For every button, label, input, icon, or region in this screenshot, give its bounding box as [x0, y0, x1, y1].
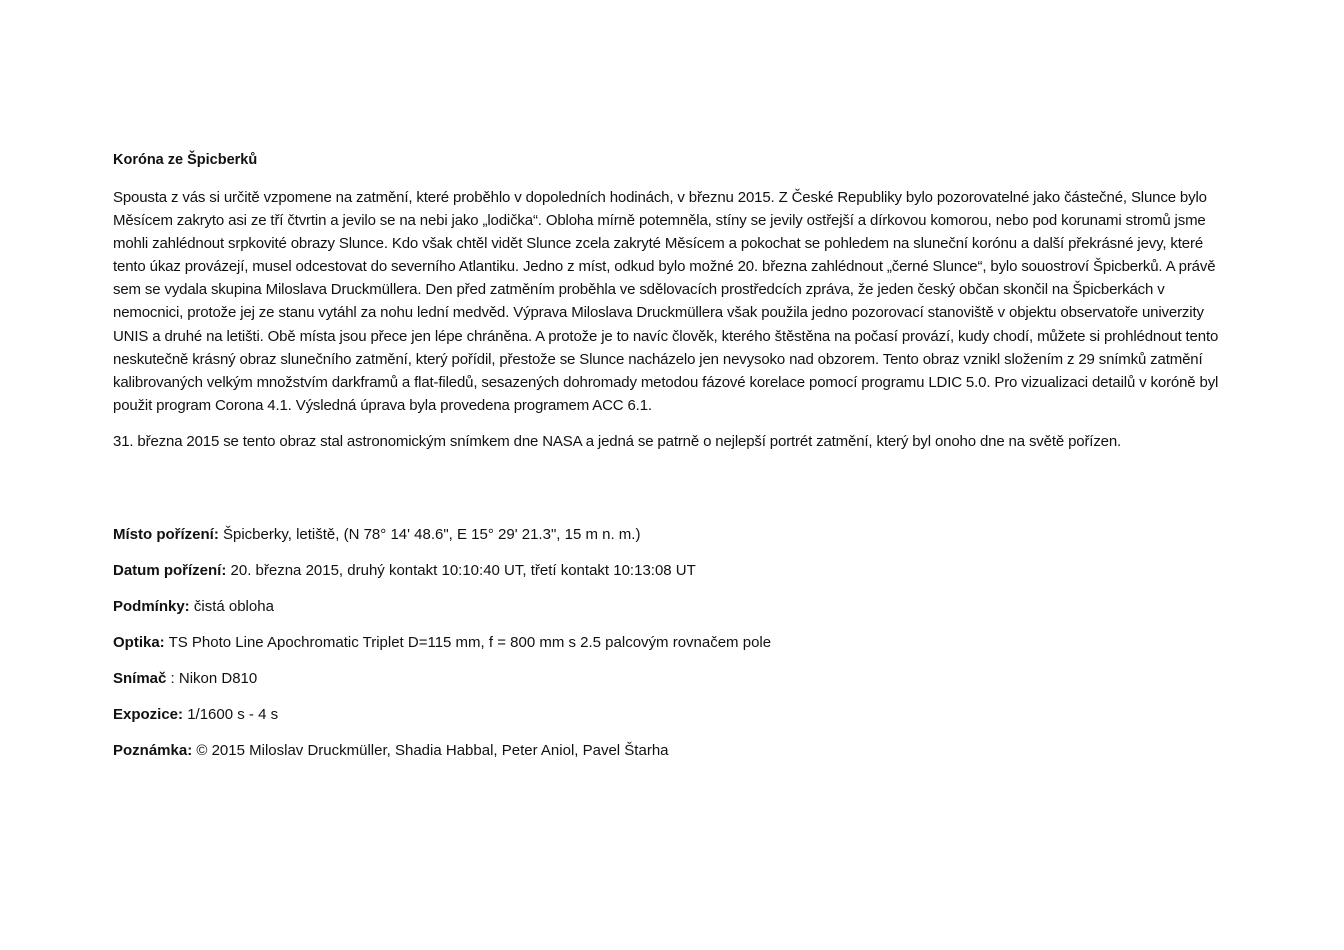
meta-label: Optika: [113, 634, 165, 651]
meta-label: Datum pořízení: [113, 562, 227, 579]
meta-label: Expozice: [113, 706, 184, 723]
article-title: Koróna ze Špicberků [113, 152, 258, 168]
meta-value: čistá obloha [189, 598, 274, 615]
article-paragraph: 31. března 2015 se tento obraz stal astronomickým snímkem dne NASA a jedná se patrně o nejlepší portrét zatmění, který byl onoho dne na světě pořízen. [113, 432, 1122, 450]
article-body [113, 150, 1225, 466]
meta-value: 1/1600 s - 4 s [183, 706, 279, 723]
photo-metadata [113, 524, 1225, 776]
meta-label: Snímač [113, 670, 167, 687]
meta-row-location [113, 524, 1225, 560]
meta-row-optics [113, 632, 1225, 668]
meta-label: Místo pořízení: [113, 526, 219, 543]
meta-row-sensor [113, 668, 1225, 704]
meta-value: 20. března 2015, druhý kontakt 10:10:40 UT, třetí kontakt 10:13:08 UT [226, 562, 696, 579]
meta-row-note [113, 740, 1225, 776]
meta-row-date [113, 560, 1225, 596]
meta-label: Poznámka: [113, 742, 193, 759]
meta-value: TS Photo Line Apochromatic Triplet D=115 mm, f = 800 mm s 2.5 palcovým rovnačem pole [164, 634, 772, 651]
meta-row-conditions [113, 596, 1225, 632]
meta-value: © 2015 Miloslav Druckmüller, Shadia Habbal, Peter Aniol, Pavel Štarha [192, 742, 669, 759]
meta-label: Podmínky: [113, 598, 190, 615]
meta-value: Špicberky, letiště, (N 78° 14' 48.6", E 15° 29' 21.3", 15 m n. m.) [218, 526, 641, 543]
article-paragraph: Spousta z vás si určitě vzpomene na zatmění, které proběhlo v dopoledních hodinách, v březnu 2015. Z České Republiky bylo pozorovatelné jako částečné, Slunce bylo Měsícem zakryto asi ze tří čtvrtin a jevilo se na nebi jako „lodička“. Obloha mírně potemněla, stíny se jevily ostřejší a dírkovou komorou, nebo pod korunami stromů jsme mohli zahlédnout srpkovité obrazy Slunce. Kdo však chtěl vidět Slunce zcela zakryté Měsícem a pokochat se pohledem na sluneční korónu a další překrásné jevy, které tento úkaz provázejí, musel odcestovat do severního Atlantiku. Jedno z míst, odkud bylo možné 20. března zahlédnout „černé Slunce“, bylo souostroví Špicberků. A právě sem se vydala skupina Miloslava Druckmüllera. Den před zatměním proběhla ve sdělovacích prostředcích zpráva, že jeden český občan skončil na Špicberkách v nemocnici, protože jej ze stanu vytáhl za nohu lední medvěd. Výprava Miloslava Druckmüllera však použila jedno pozorovací stanoviště v objektu observatoře univerzity UNIS a druhé na letišti. Obě místa jsou přece jen lépe chráněna. A protože je to navíc člověk, kterého štěstěna na počasí provází, kudy chodí, můžete si prohlédnout tento neskutečně krásný obraz slunečního zatmění, který pořídil, přestože se Slunce nacházelo jen nevysoko nad obzorem. Tento obraz vznikl složením z 29 snímků zatmění kalibrovaných velkým množstvím darkframů a flat-filedů, sesazených dohromady metodou fázové korelace pomocí programu LDIC 5.0. Pro vizualizaci detailů v koróně byl použit program Corona 4.1. Výsledná úprava byla provedena programem ACC 6.1. [113, 189, 1219, 414]
meta-row-exposure [113, 704, 1225, 740]
meta-value: : Nikon D810 [166, 670, 258, 687]
